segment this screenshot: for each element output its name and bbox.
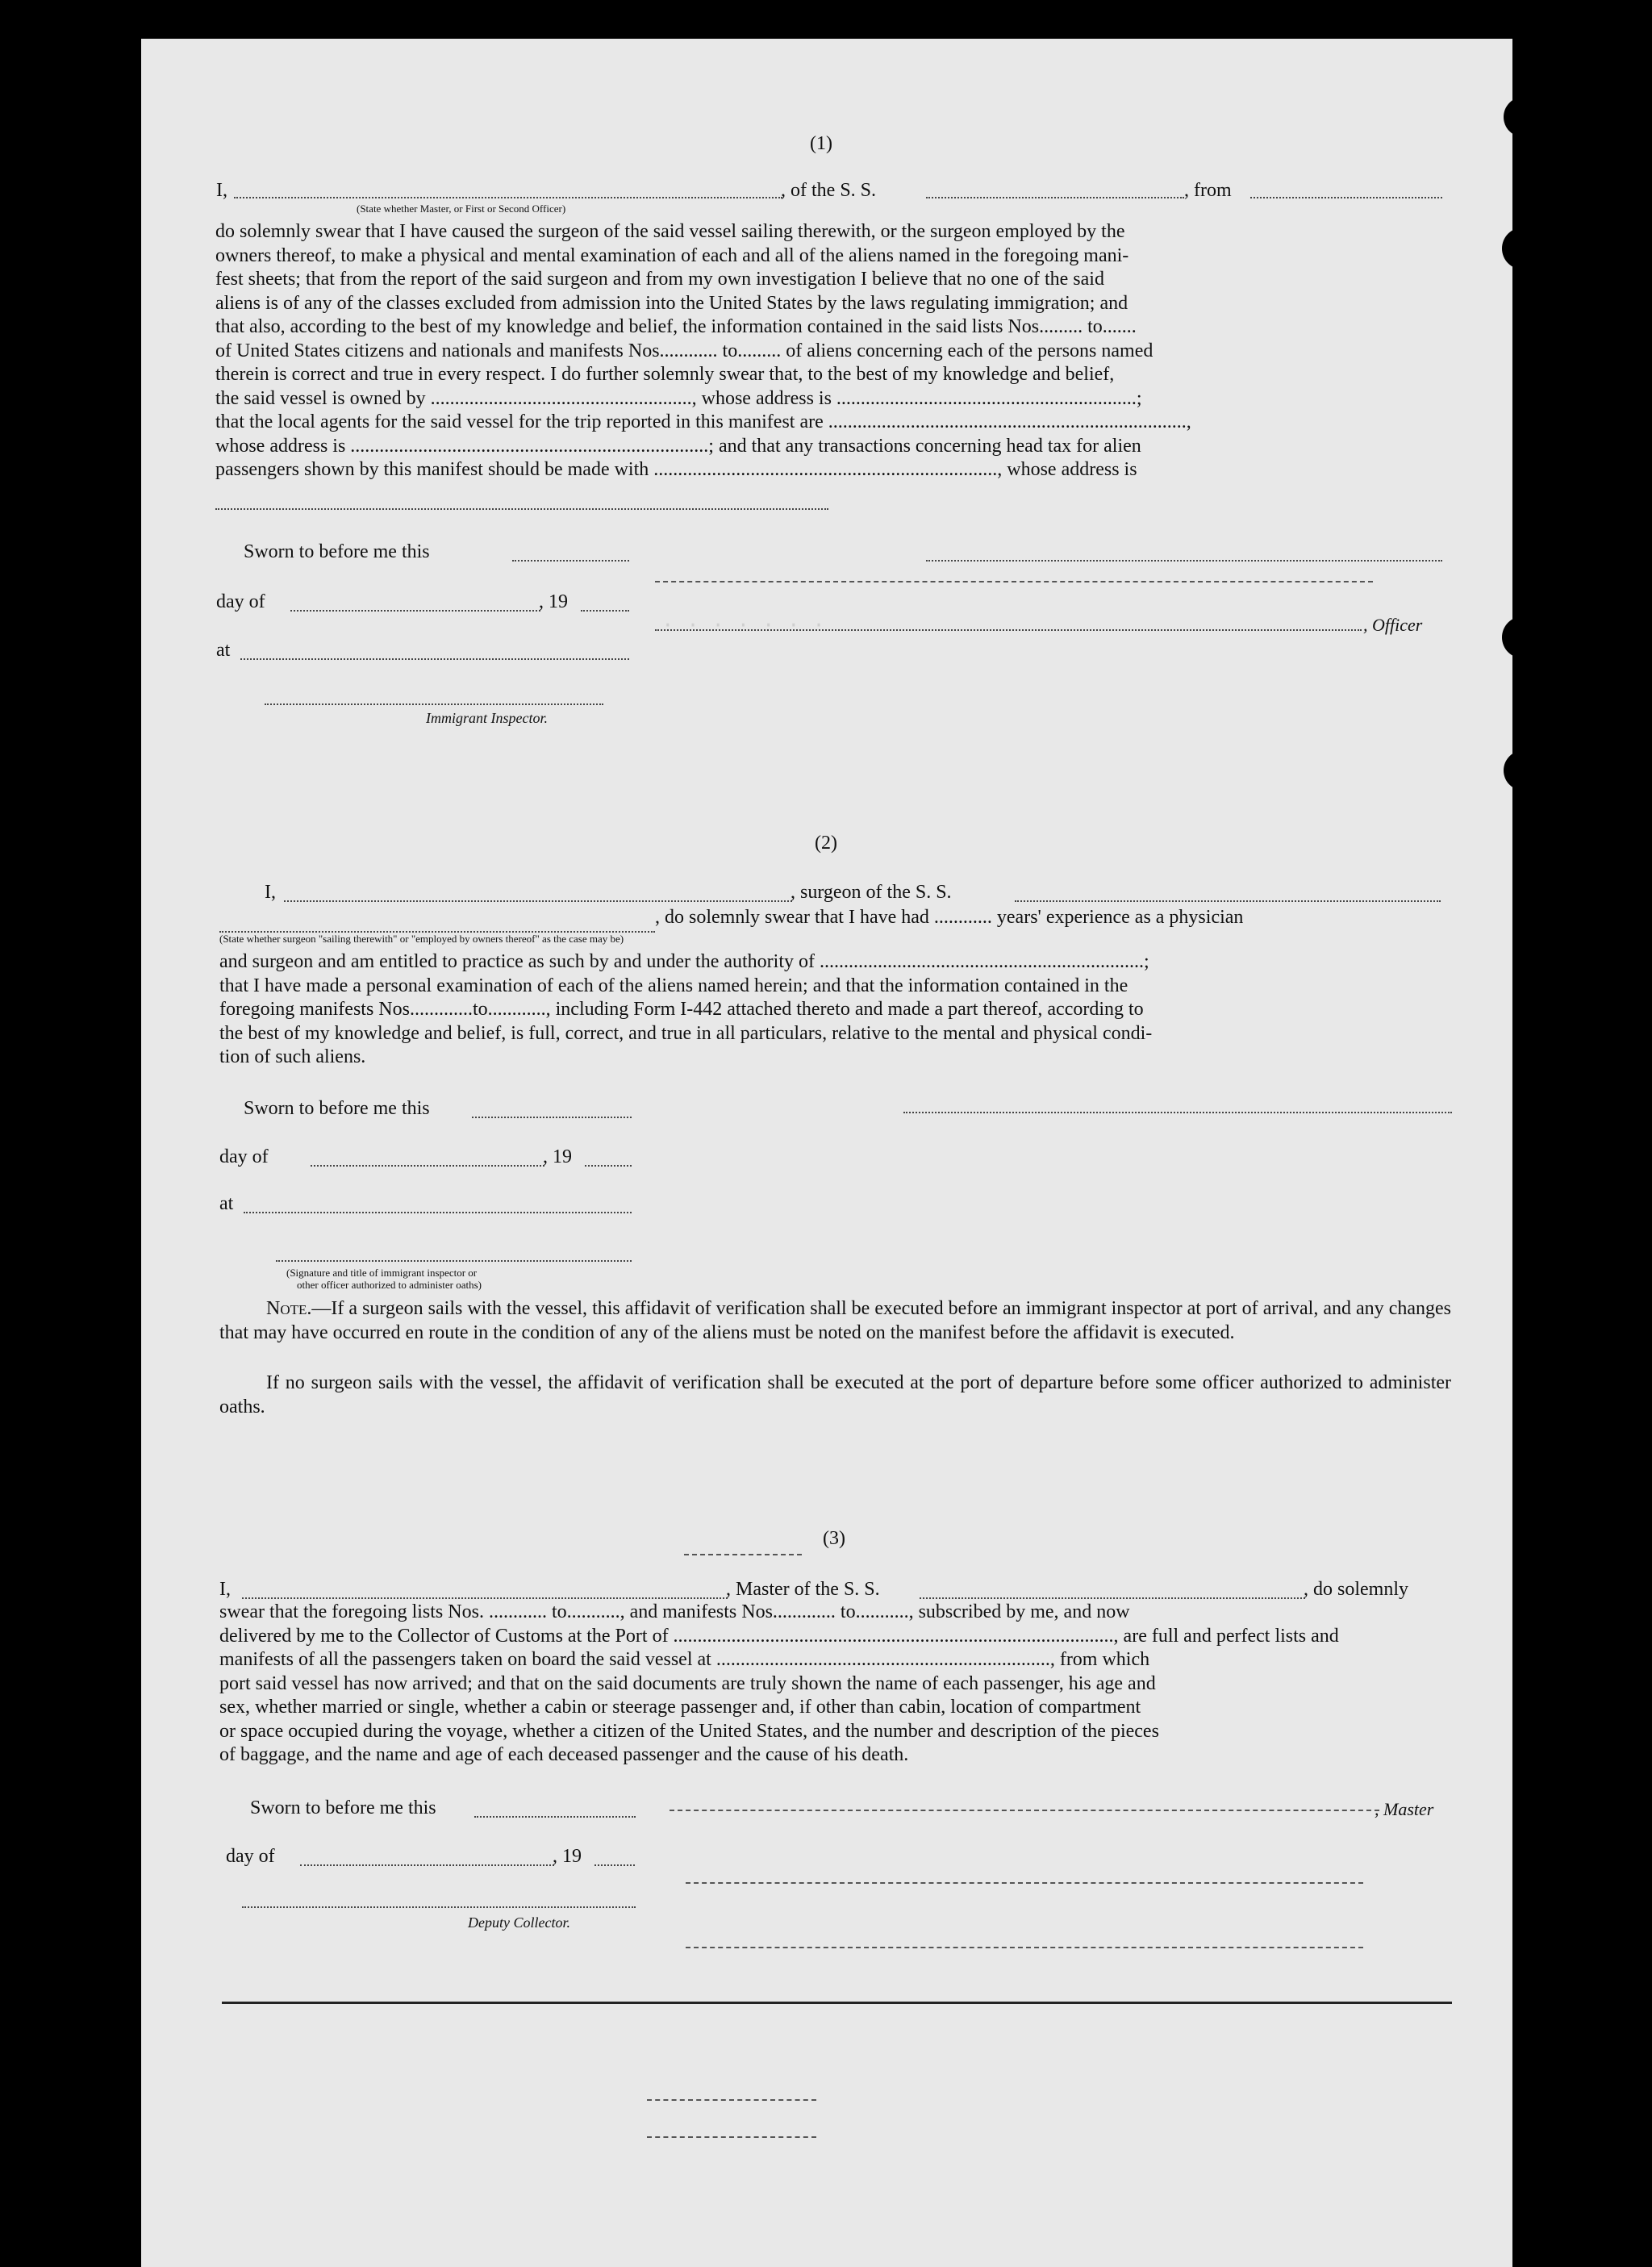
binder-hole bbox=[1525, 244, 1560, 280]
section-3-number: (3) bbox=[823, 1528, 845, 1549]
surgeon-note: (State whether surgeon "sailing therewith" or "employed by owners thereof" as the case may be) bbox=[219, 933, 624, 945]
body-line: fest sheets; that from the report of the said surgeon and from my own investigation I believe that no one of the said bbox=[215, 269, 1104, 290]
address-field-line bbox=[215, 508, 828, 510]
body-line: or space occupied during the voyage, whether a citizen of the United States, and the number and description of the pieces bbox=[219, 1720, 1159, 1742]
sworn-label: Sworn to before me this bbox=[250, 1797, 436, 1818]
day-of-label: day of bbox=[216, 591, 265, 612]
binder-hole bbox=[1523, 2138, 1562, 2177]
decorative-dash bbox=[647, 2099, 816, 2101]
inspector-signature-line bbox=[276, 1260, 632, 1262]
year-field-line bbox=[581, 610, 629, 612]
body-line: tion of such aliens. bbox=[219, 1046, 366, 1067]
body-line: do solemnly swear that I have caused the surgeon of the said vessel sailing therewith, or the surgeon employed by the bbox=[215, 221, 1125, 242]
note-paragraph bbox=[219, 1297, 1451, 1345]
body-line: and surgeon and am entitled to practice as such by and under the authority of ...................................................................; bbox=[219, 951, 1149, 972]
inspector-signature-line bbox=[265, 703, 603, 705]
sworn-date-line bbox=[472, 1117, 632, 1118]
body-line: swear that the foregoing lists Nos. ............ to..........., and manifests Nos............. to..........., subscribed by me, and now bbox=[219, 1601, 1130, 1622]
officer-name-line bbox=[926, 560, 1442, 562]
note-body-2: If no surgeon sails with the vessel, the affidavit of verification shall be executed at the port of departure before some officer authorized to administer oaths. bbox=[219, 1372, 1451, 1417]
body-line: the said vessel is owned by ......................................................, whose address is ..............................................................; bbox=[215, 387, 1142, 409]
of-the-ss-label: , of the S. S. bbox=[781, 180, 877, 201]
deputy-dash-line bbox=[686, 1882, 1363, 1884]
day-of-label: day of bbox=[219, 1146, 269, 1167]
name-field-line bbox=[234, 197, 782, 198]
body-line: owners thereof, to make a physical and mental examination of each and all of the aliens named in the foregoing mani- bbox=[215, 244, 1129, 266]
sworn-label: Sworn to before me this bbox=[244, 1098, 430, 1119]
ship-field-line bbox=[926, 197, 1184, 198]
note-title: Note. bbox=[266, 1298, 312, 1319]
from-label: , from bbox=[1184, 180, 1232, 201]
extra-dash-line bbox=[686, 1947, 1363, 1948]
body-line: aliens is of any of the classes excluded from admission into the United States by the laws regulating immigration; and bbox=[215, 292, 1128, 314]
note-body: —If a surgeon sails with the vessel, this affidavit of verification shall be executed before an immigrant inspector at port of arrival, and any changes that may have occurred en route in the condition of any of the aliens must be noted on the manifest before the affidavit is executed. bbox=[219, 1298, 1451, 1343]
sworn-date-line bbox=[512, 560, 629, 562]
body-line: of United States citizens and nationals and manifests Nos............ to......... of aliens concerning each of the persons named bbox=[215, 340, 1153, 361]
body-line: whose address is ..........................................................................; and that any transactions concerning head tax for alien bbox=[215, 435, 1141, 457]
deputy-signature-line bbox=[242, 1906, 636, 1908]
year-field-line bbox=[585, 1165, 632, 1167]
binder-hole bbox=[1541, 1107, 1581, 1147]
master-name-line bbox=[242, 1597, 728, 1599]
decorative-dash bbox=[684, 1554, 802, 1555]
day-field-line bbox=[300, 1864, 554, 1866]
day-field-line bbox=[290, 610, 540, 612]
day-of-label: day of bbox=[226, 1846, 275, 1867]
pronoun-i: I, bbox=[216, 180, 227, 201]
year-label: , 19 bbox=[539, 591, 568, 612]
section-3-line-1: I, bbox=[219, 1579, 231, 1600]
binder-hole bbox=[1502, 616, 1544, 658]
binder-hole bbox=[1546, 1959, 1587, 2001]
binder-hole bbox=[1504, 97, 1544, 137]
surgeon-of-label: , surgeon of the S. S. bbox=[791, 882, 952, 903]
at-field-line bbox=[240, 658, 629, 660]
at-field-line bbox=[244, 1212, 632, 1213]
signature-note-2: other officer authorized to administer oaths) bbox=[297, 1279, 482, 1291]
surgeon-name-line bbox=[284, 900, 792, 902]
body-line: passengers shown by this manifest should be made with ......................................................................., whose address is bbox=[215, 459, 1137, 480]
body-line: delivered by me to the Collector of Customs at the Port of ..........................................................................................., are full and perfect lists and bbox=[219, 1625, 1339, 1647]
decorative-dash bbox=[647, 2136, 816, 2138]
section-2-number: (2) bbox=[815, 833, 837, 854]
sworn-label: Sworn to before me this bbox=[244, 541, 430, 562]
body-line: manifests of all the passengers taken on board the said vessel at ....................................................................., from which bbox=[219, 1649, 1150, 1670]
master-ship-line bbox=[920, 1597, 1305, 1599]
body-line: that the local agents for the said vessel for the trip reported in this manifest are .........................................................................., bbox=[215, 411, 1191, 432]
inspector-label: Immigrant Inspector. bbox=[426, 710, 548, 726]
year-field-line bbox=[594, 1864, 635, 1866]
section-2-body bbox=[219, 950, 1451, 1070]
bleed-through-text: · · · · · · · bbox=[661, 613, 825, 637]
section-2-line-1: I, bbox=[265, 882, 276, 903]
section-1-line-1 bbox=[216, 179, 227, 202]
binder-hole bbox=[1504, 750, 1544, 791]
body-line: foregoing manifests Nos.............to............, including Form I-442 attached thereto and made a part thereof, according to bbox=[219, 999, 1144, 1020]
officer-label: , Officer bbox=[1363, 615, 1423, 635]
solemnly-label: , do solemnly bbox=[1304, 1579, 1408, 1600]
master-of-label: , Master of the S. S. bbox=[726, 1579, 880, 1600]
from-field-line bbox=[1250, 197, 1442, 198]
surgeon-signature-line bbox=[903, 1112, 1452, 1113]
signature-note-1: (Signature and title of immigrant inspector or bbox=[286, 1267, 478, 1279]
body-line: that also, according to the best of my knowledge and belief, the information contained in the said lists Nos......... to....... bbox=[215, 316, 1137, 337]
binder-hole bbox=[1518, 1488, 1558, 1528]
body-line: therein is correct and true in every respect. I do further solemnly swear that, to the best of my knowledge and belief, bbox=[215, 364, 1115, 385]
section-1-body bbox=[215, 220, 1444, 482]
section-3-body bbox=[219, 1601, 1451, 1768]
note-paragraph-2 bbox=[219, 1371, 1451, 1419]
sworn-date-line bbox=[474, 1816, 636, 1818]
master-signature-line bbox=[670, 1810, 1379, 1811]
bottom-rule bbox=[222, 2002, 1452, 2004]
body-line: of baggage, and the name and age of each deceased passenger and the cause of his death. bbox=[219, 1744, 909, 1765]
officer-title-line bbox=[655, 629, 1362, 631]
body-line: port said vessel has now arrived; and that on the said documents are truly shown the name of each passenger, his age and bbox=[219, 1672, 1156, 1694]
at-label: at bbox=[219, 1193, 234, 1214]
day-field-line bbox=[311, 1165, 544, 1167]
body-line: that I have made a personal examination of each of the aliens named herein; and that the information contained in the bbox=[219, 975, 1128, 996]
deputy-label: Deputy Collector. bbox=[468, 1914, 570, 1931]
surgeon-ship-line bbox=[1015, 900, 1441, 902]
section-1-number: (1) bbox=[810, 133, 832, 154]
at-label: at bbox=[216, 640, 231, 661]
body-line: the best of my knowledge and belief, is full, correct, and true in all particulars, relative to the mental and physical condi- bbox=[219, 1022, 1153, 1044]
signature-line bbox=[655, 581, 1373, 582]
year-label: , 19 bbox=[553, 1846, 582, 1867]
master-label: , Master bbox=[1375, 1799, 1434, 1819]
binder-hole bbox=[1521, 2004, 1560, 2043]
year-label: , 19 bbox=[543, 1146, 572, 1167]
section-2-line-2: , do solemnly swear that I have had ............ years' experience as a physician bbox=[655, 907, 1244, 928]
officer-note: (State whether Master, or First or Second Officer) bbox=[357, 202, 566, 215]
body-line: sex, whether married or single, whether a cabin or steerage passenger and, if other than cabin, location of compartment bbox=[219, 1697, 1141, 1718]
